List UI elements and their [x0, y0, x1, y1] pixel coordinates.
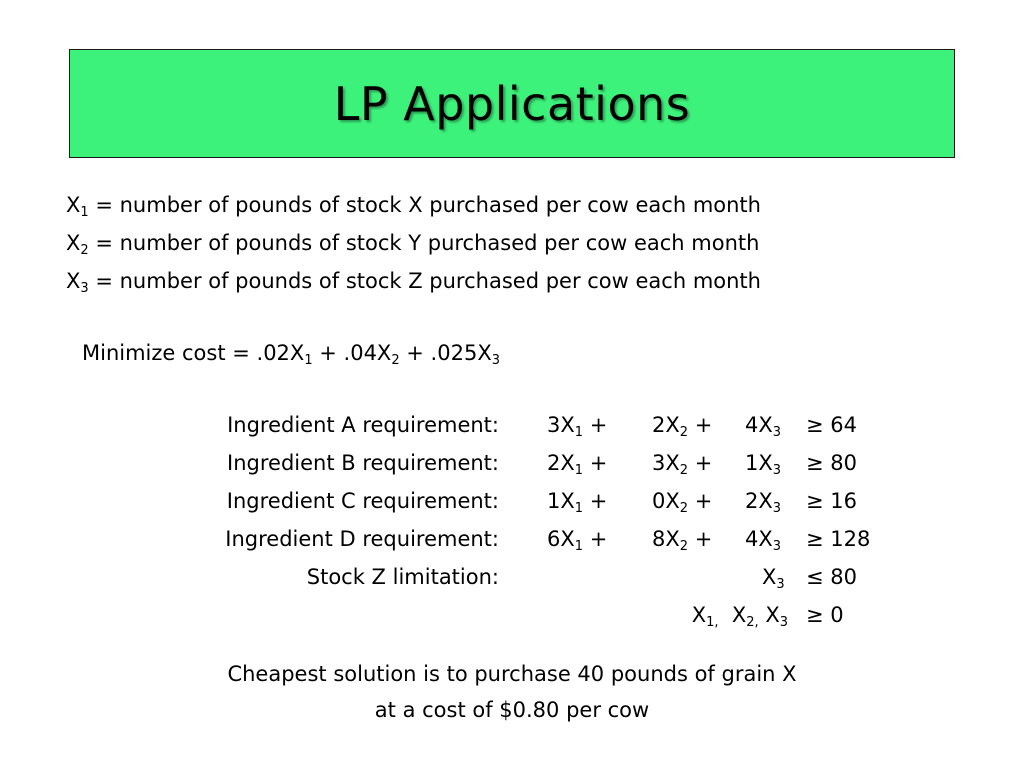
constraint-row-stock-z [0, 558, 1024, 596]
definition-x3 [66, 262, 761, 300]
objective-sub-2: 2 [391, 353, 400, 368]
slide-title: LP Applications [333, 76, 691, 131]
definition-x1 [66, 186, 761, 224]
constraint-row-c [0, 482, 1024, 520]
constraint-term-3: $4X_3$ [745, 527, 782, 554]
constraint-term-1: $1X_1$ + [547, 489, 608, 516]
definition-x2 [66, 224, 761, 262]
constraint-term-2: $8X_2$ + [652, 527, 713, 554]
def-text: = number of pounds of stock X purchased per cow each month [88, 193, 761, 217]
def-sub: 2 [80, 243, 89, 258]
title-box [69, 49, 955, 158]
def-text: = number of pounds of stock Z purchased per cow each month [88, 269, 761, 293]
constraint-term-1: $6X_1$ + [547, 527, 608, 554]
objective-sub-3: 3 [491, 353, 500, 368]
constraint-row-b [0, 444, 1024, 482]
constraint-label: Ingredient A requirement: [227, 413, 499, 437]
conclusion-line-1: Cheapest solution is to purchase 40 pounds of grain X [227, 662, 797, 686]
constraint-term-3: $X_3$ [762, 565, 785, 592]
constraint-row-a [0, 406, 1024, 444]
constraint-label: Ingredient B requirement: [227, 451, 499, 475]
objective-term-2: + .04X [312, 341, 392, 365]
def-var: X [66, 193, 81, 217]
conclusion [0, 656, 1024, 728]
nonnegativity-vars: $X_{1,}$ $X_{2,}$ $X_3$ [691, 603, 788, 630]
constraint-relation: ≥ 64 [806, 413, 857, 437]
constraint-relation: ≥ 16 [806, 489, 857, 513]
constraint-term-1: $3X_1$ + [547, 413, 608, 440]
constraint-term-2: $0X_2$ + [652, 489, 713, 516]
def-text: = number of pounds of stock Y purchased per cow each month [88, 231, 760, 255]
constraint-relation: ≥ 128 [806, 527, 871, 551]
def-var: X [66, 269, 81, 293]
constraint-relation: ≤ 80 [806, 565, 857, 589]
constraint-row-nonnegativity [0, 596, 1024, 634]
def-var: X [66, 231, 81, 255]
conclusion-line-2: at a cost of $0.80 per cow [374, 698, 650, 722]
objective-term-3: + .025X [399, 341, 492, 365]
constraint-term-2: $3X_2$ + [652, 451, 713, 478]
constraint-term-3: $2X_3$ [745, 489, 782, 516]
objective-sub-1: 1 [304, 353, 313, 368]
constraint-label: Ingredient C requirement: [226, 489, 499, 513]
constraint-label: Stock Z limitation: [306, 565, 499, 589]
constraint-term-3: $1X_3$ [745, 451, 782, 478]
constraints-table [0, 406, 1024, 634]
constraint-label: Ingredient D requirement: [225, 527, 499, 551]
constraint-relation: ≥ 80 [806, 451, 857, 475]
constraint-row-d [0, 520, 1024, 558]
constraint-relation: ≥ 0 [806, 603, 844, 627]
constraint-term-3: $4X_3$ [745, 413, 782, 440]
def-sub: 1 [80, 205, 89, 220]
objective-prefix: Minimize cost = .02X [82, 341, 305, 365]
constraint-term-1: $2X_1$ + [547, 451, 608, 478]
objective-function [82, 334, 500, 372]
def-sub: 3 [80, 281, 89, 296]
variable-definitions [66, 186, 761, 300]
constraint-term-2: $2X_2$ + [652, 413, 713, 440]
